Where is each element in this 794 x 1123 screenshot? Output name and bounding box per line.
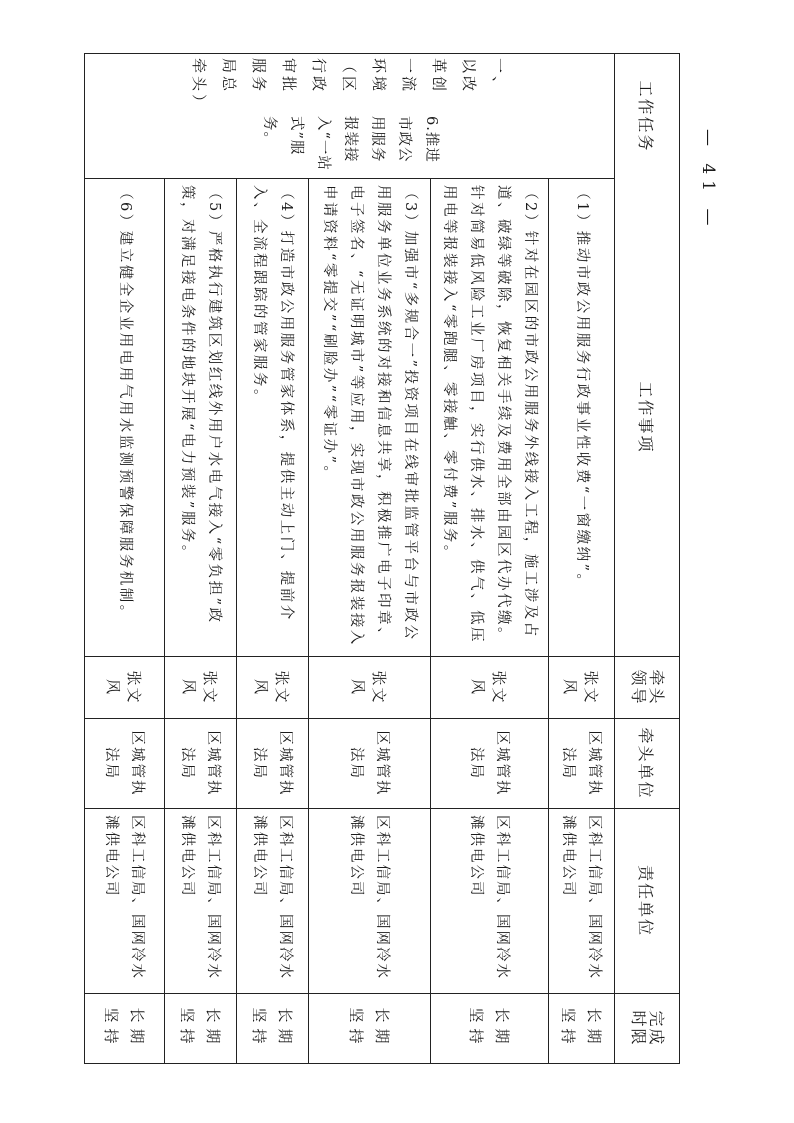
item-3: （3）加强市“多规合一”投资项目在线审批监管平台与市政公用服务单位业务系统的对接和信息共享，积极推广电子印章、电子签名、“无证明城市”等应用，实现市政公用服务报装接入申请资料“零提交”“刷脸办”“零证办”。 — [309, 179, 431, 657]
deadline-5: 长期坚持 — [165, 994, 237, 1064]
task-cell — [85, 54, 615, 179]
deadline-1: 长期坚持 — [549, 994, 615, 1064]
page-number: — 41 — — [698, 128, 718, 232]
leader-6: 张文风 — [85, 657, 165, 719]
header-deadline-line1: 完成 — [647, 1010, 666, 1047]
table-row — [431, 54, 549, 1064]
lead-dept-3: 区城管执法局 — [309, 719, 431, 809]
lead-dept-4: 区城管执法局 — [237, 719, 309, 809]
rotated-table-sheet — [90, 53, 680, 1063]
header-deadline — [615, 994, 680, 1064]
resp-unit-3: 区科工信局、国网冷水滩供电公司 — [309, 809, 431, 994]
leader-4: 张文风 — [237, 657, 309, 719]
table-row — [549, 54, 615, 1064]
deadline-3: 长期坚持 — [309, 994, 431, 1064]
header-item: 工作事项 — [636, 381, 656, 454]
item-1: （1）推动市政公用服务行政事业性收费“一窗缴纳”。 — [549, 179, 615, 657]
table-row — [309, 54, 431, 1064]
resp-unit-1: 区科工信局、国网冷水滩供电公司 — [549, 809, 615, 994]
leader-5: 张文风 — [165, 657, 237, 719]
table-row — [165, 54, 237, 1064]
task-table — [84, 53, 680, 1064]
lead-dept-2: 区城管执法局 — [431, 719, 549, 809]
leader-3: 张文风 — [309, 657, 431, 719]
item-5: （5）严格执行建筑区划红线外用户水电气接入“零负担”政策，对满足接电条件的地块开展“电力预装”服务。 — [165, 179, 237, 657]
header-task-and-item — [615, 54, 680, 657]
header-leader-line1: 牵头 — [647, 669, 666, 706]
lead-dept-5: 区城管执法局 — [165, 719, 237, 809]
item-2: （2）针对在园区的市政公用服务外线接入工程，施工涉及占道、破绿等破除，恢复相关手续及费用全部由园区代办代缴。针对简易低风险工业厂房项目，实行供水、排水、供气、低压用电等报装接入“零跑腿、零接触、零付费”服务。 — [431, 179, 549, 657]
table-row — [85, 54, 165, 1064]
header-lead-dept: 牵头单位 — [615, 719, 680, 809]
table-row — [237, 54, 309, 1064]
header-resp-unit: 责任单位 — [615, 809, 680, 994]
deadline-2: 长期坚持 — [431, 994, 549, 1064]
item-6: （6）建立健全企业用电用气用水监测预警保障服务机制。 — [85, 179, 165, 657]
deadline-6: 长期坚持 — [85, 994, 165, 1064]
leader-1: 张文风 — [549, 657, 615, 719]
resp-unit-2: 区科工信局、国网冷水滩供电公司 — [431, 809, 549, 994]
resp-unit-5: 区科工信局、国网冷水滩供电公司 — [165, 809, 237, 994]
item-4: （4）打造市政公用服务管家体系，提供主动上门、提前介入、全流程跟踪的管家服务。 — [237, 179, 309, 657]
task-text: 6.推进市政公用服务报装接入“一站式”服务。 — [261, 116, 439, 171]
header-row — [615, 54, 680, 1064]
header-leader-line2: 领导 — [629, 669, 648, 706]
resp-unit-4: 区科工信局、国网冷水滩供电公司 — [237, 809, 309, 994]
lead-dept-1: 区城管执法局 — [549, 719, 615, 809]
header-task: 工作任务 — [636, 80, 656, 153]
header-leader — [615, 657, 680, 719]
deadline-4: 长期坚持 — [237, 994, 309, 1064]
category-text: 一、以改革创一流环境（区行政审批服务局总牵头） — [190, 58, 509, 113]
header-deadline-line2: 时限 — [629, 1010, 648, 1047]
resp-unit-6: 区科工信局、国网冷水滩供电公司 — [85, 809, 165, 994]
leader-2: 张文风 — [431, 657, 549, 719]
lead-dept-6: 区城管执法局 — [85, 719, 165, 809]
